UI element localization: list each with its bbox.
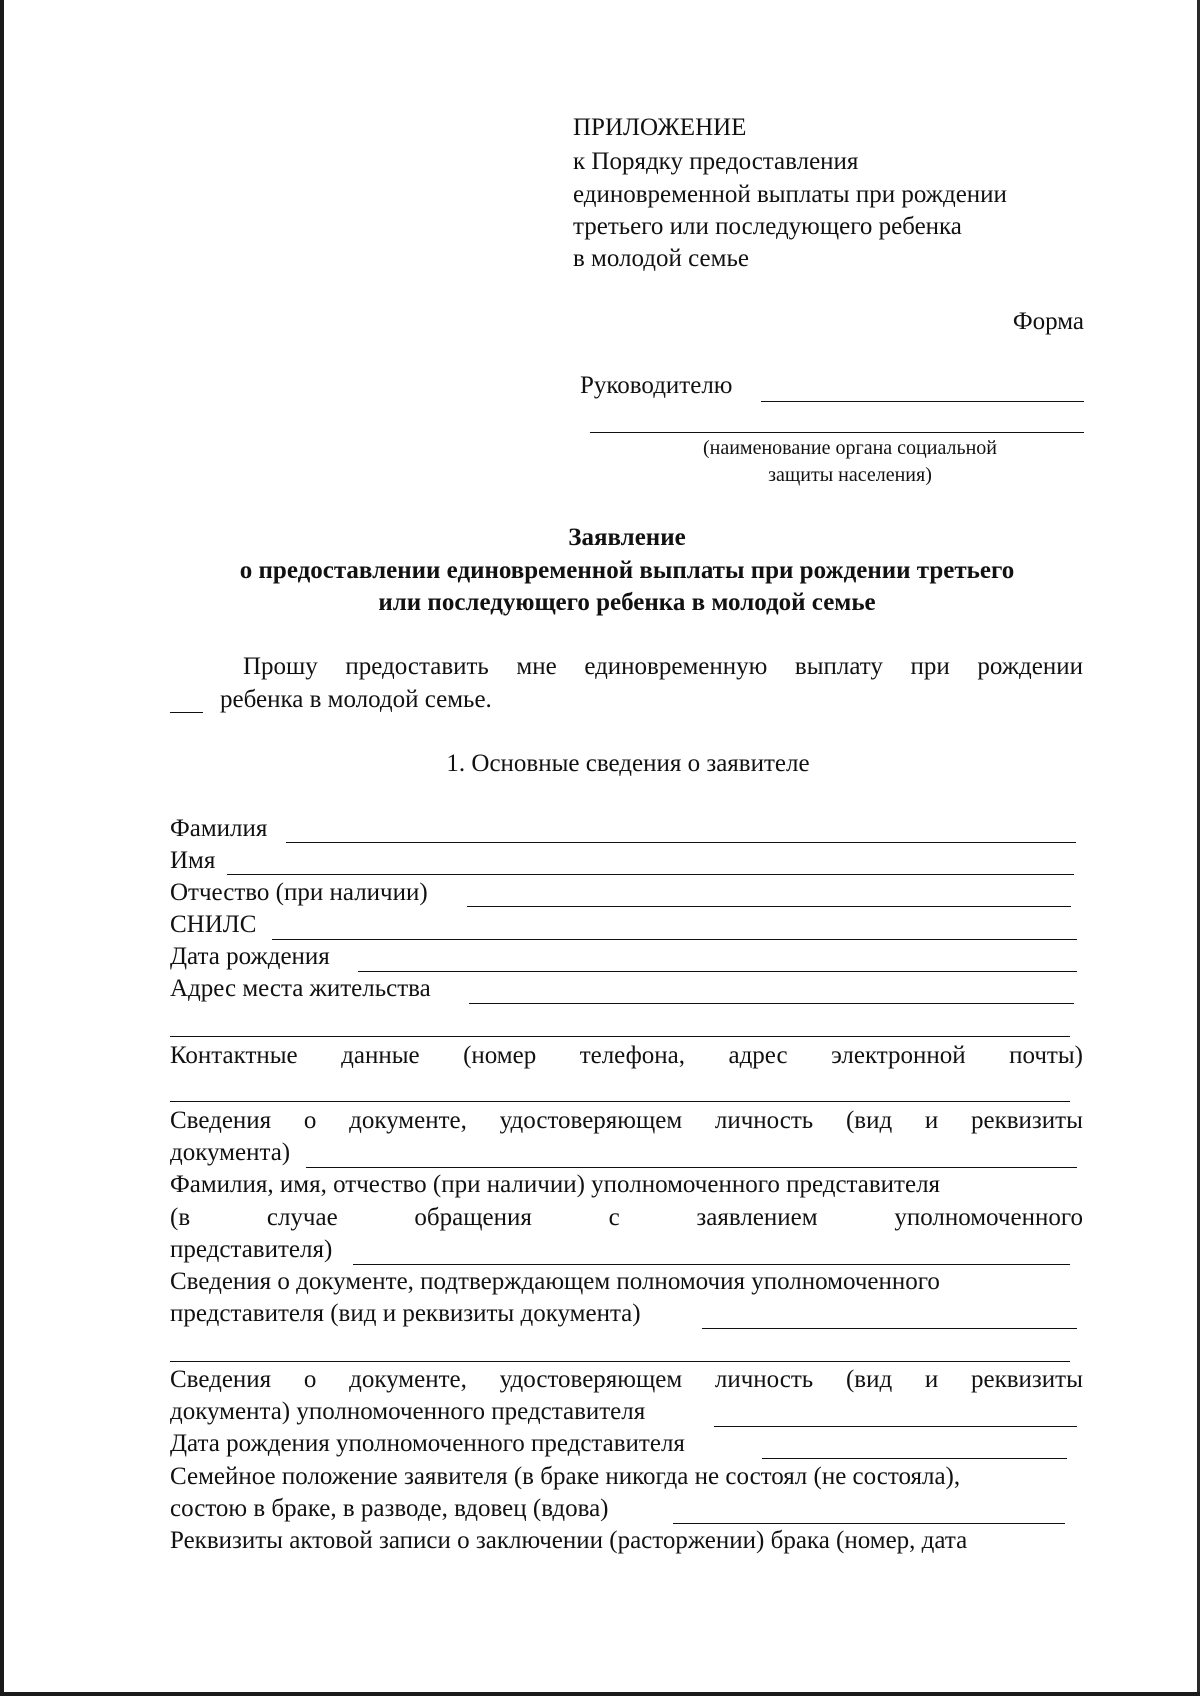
addressee-label: Руководителю: [580, 372, 733, 399]
address-label: Адрес места жительства: [170, 975, 431, 1002]
section-1-title: 1. Основные сведения о заявителе: [446, 750, 810, 777]
word: данные: [341, 1042, 420, 1069]
word: заявлением: [696, 1204, 818, 1231]
rep-name-line[interactable]: [353, 1264, 1070, 1265]
word: телефона,: [579, 1042, 686, 1069]
word: предоставить: [345, 653, 489, 680]
word: Сведения: [170, 1107, 272, 1134]
word: почты): [1009, 1042, 1083, 1069]
appendix-line: единовременной выплаты при рождении: [573, 181, 1007, 208]
birth-date-line[interactable]: [358, 971, 1077, 972]
intro-line-1: [243, 651, 1083, 683]
rep-name-label-3: представителя): [170, 1236, 333, 1263]
address-line[interactable]: [469, 1003, 1074, 1004]
rep-authority-text: Сведения о документе, подтверждающем полномочия уполномоченного: [170, 1268, 940, 1295]
word: (в: [170, 1204, 191, 1231]
rep-authority-label: [170, 1266, 1083, 1298]
intro-line-2: ребенка в молодой семье.: [220, 686, 492, 713]
word: (вид: [845, 1107, 893, 1134]
patronymic-line[interactable]: [467, 906, 1071, 907]
word: документе,: [349, 1107, 467, 1134]
word: Сведения: [170, 1366, 272, 1393]
id-doc-label: [170, 1105, 1083, 1137]
marriage-record-label: Реквизиты актовой записи о заключении (расторжении) брака (номер, дата: [170, 1527, 968, 1554]
word: и: [924, 1366, 939, 1393]
surname-line[interactable]: [286, 842, 1076, 843]
marital-label-2: состою в браке, в разводе, вдовец (вдова): [170, 1495, 609, 1522]
word: реквизиты: [971, 1107, 1083, 1134]
id-doc-line[interactable]: [306, 1167, 1077, 1168]
rep-birth-date-line[interactable]: [762, 1458, 1067, 1459]
word: при: [910, 653, 950, 680]
patronymic-label: Отчество (при наличии): [170, 879, 428, 906]
word: мне: [516, 653, 557, 680]
snils-line[interactable]: [272, 939, 1077, 940]
document-subtitle: или последующего ребенка в молодой семье: [378, 589, 876, 616]
birth-date-label: Дата рождения: [170, 943, 330, 970]
addressee-organ-line[interactable]: [590, 432, 1084, 433]
word: единовременную: [584, 653, 768, 680]
form-label: Форма: [1012, 308, 1084, 335]
word: рождении: [977, 653, 1083, 680]
snils-label: СНИЛС: [170, 911, 257, 938]
addressee-note: (наименование органа социальной: [702, 437, 998, 459]
marital-line[interactable]: [673, 1523, 1065, 1524]
word: личность: [714, 1107, 814, 1134]
rep-id-label-2: документа) уполномоченного представителя: [170, 1398, 646, 1425]
word: Прошу: [243, 653, 318, 680]
rep-name-text: Фамилия, имя, отчество (при наличии) уполномоченного представителя: [170, 1171, 941, 1198]
appendix-line: третьего или последующего ребенка: [573, 213, 962, 240]
child-number-blank[interactable]: [170, 712, 203, 713]
rep-authority-line-2[interactable]: [170, 1361, 1070, 1362]
name-line[interactable]: [227, 874, 1074, 875]
document-title: Заявление: [568, 524, 686, 551]
word: реквизиты: [971, 1366, 1083, 1393]
word: о: [303, 1366, 317, 1393]
word: обращения: [414, 1204, 532, 1231]
word: электронной: [831, 1042, 966, 1069]
word: с: [608, 1204, 620, 1231]
rep-authority-label-2: представителя (вид и реквизиты документа): [170, 1300, 641, 1327]
scan-border-left: [0, 0, 4, 1696]
addressee-name-line[interactable]: [761, 401, 1084, 402]
address-line-2[interactable]: [170, 1036, 1070, 1037]
word: и: [924, 1107, 939, 1134]
rep-id-line[interactable]: [714, 1426, 1077, 1427]
word: выплату: [794, 653, 883, 680]
word: удостоверяющем: [499, 1107, 683, 1134]
rep-authority-line[interactable]: [702, 1328, 1077, 1329]
word: (номер: [463, 1042, 537, 1069]
scan-border-bottom: [0, 1692, 1200, 1696]
word: адрес: [728, 1042, 788, 1069]
contacts-line[interactable]: [170, 1101, 1070, 1102]
word: уполномоченного: [894, 1204, 1083, 1231]
rep-birth-date-label: Дата рождения уполномоченного представителя: [170, 1430, 685, 1457]
rep-name-label: [170, 1169, 1083, 1201]
word: удостоверяющем: [499, 1366, 683, 1393]
rep-id-label: [170, 1364, 1083, 1396]
appendix-line: в молодой семье: [573, 245, 749, 272]
addressee-note: защиты населения): [768, 464, 932, 486]
document-subtitle: о предоставлении единовременной выплаты при рождении третьего: [239, 557, 1015, 584]
word: личность: [714, 1366, 814, 1393]
appendix-line: к Порядку предоставления: [573, 148, 859, 175]
word: о: [303, 1107, 317, 1134]
surname-label: Фамилия: [170, 815, 268, 842]
word: (вид: [845, 1366, 893, 1393]
word: документе,: [349, 1366, 467, 1393]
contacts-label: [170, 1040, 1083, 1072]
marital-label: Семейное положение заявителя (в браке никогда не состоял (не состояла),: [170, 1463, 961, 1490]
appendix-title: ПРИЛОЖЕНИЕ: [573, 114, 747, 141]
word: случае: [266, 1204, 338, 1231]
word: Контактные: [170, 1042, 298, 1069]
name-label: Имя: [170, 847, 216, 874]
rep-name-label-2: [170, 1202, 1083, 1234]
id-doc-label-2: документа): [170, 1139, 291, 1166]
